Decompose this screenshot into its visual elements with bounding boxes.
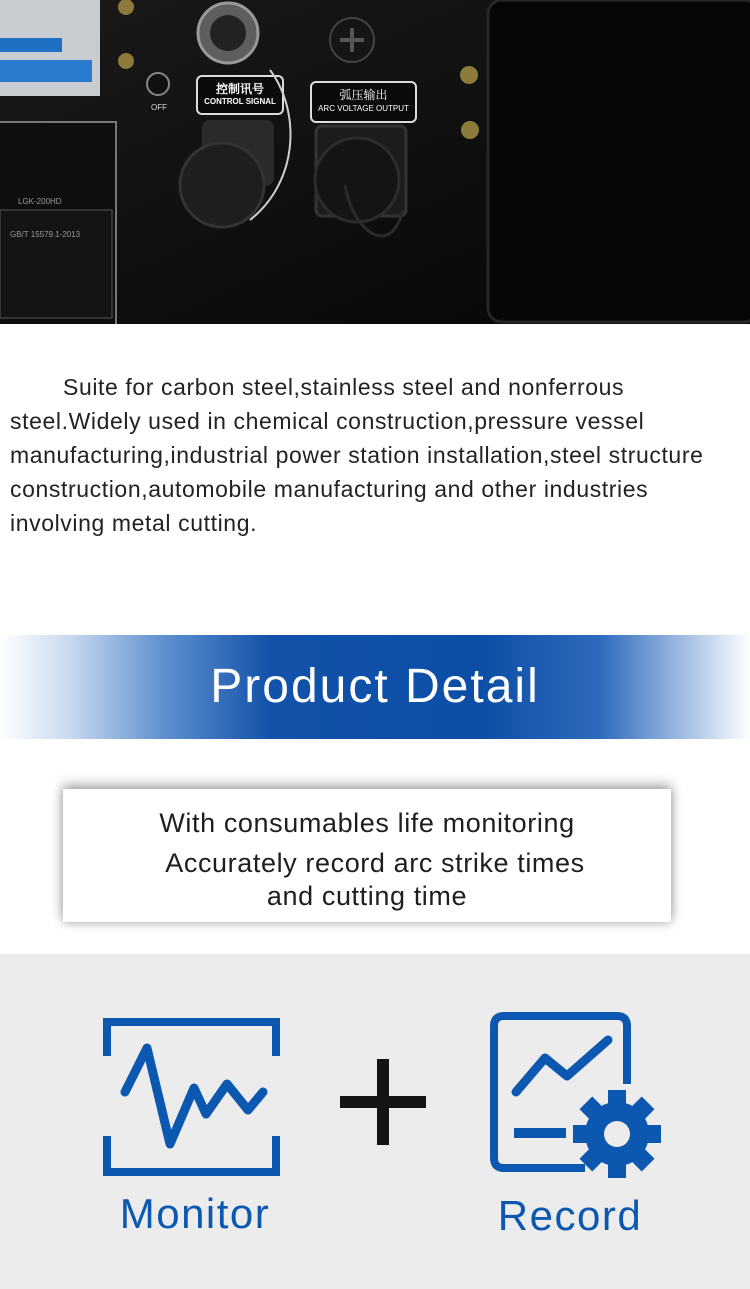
feature-line-cutting-time: and cutting time — [266, 881, 468, 911]
icons-panel — [0, 954, 750, 1289]
monitor-waveform-icon — [103, 1018, 280, 1176]
arc-voltage-cn-label: 弧压输出 — [339, 88, 388, 102]
control-signal-cn-label: 控制讯号 — [215, 82, 264, 96]
monitor-label: Monitor — [119, 1190, 271, 1237]
banner-title: Product Detail — [210, 660, 540, 713]
control-signal-en-label: CONTROL SIGNAL — [204, 97, 276, 106]
feature-line-record: Accurately record arc strike times — [165, 848, 585, 878]
plus-icon — [340, 1059, 426, 1145]
nameplate-model: LGK-200HD — [18, 197, 62, 206]
off-label: OFF — [151, 103, 167, 112]
feature-card — [63, 789, 671, 922]
arc-voltage-en-label: ARC VOLTAGE OUTPUT — [318, 104, 409, 113]
feature-line-monitoring: With consumables life monitoring — [159, 808, 575, 838]
record-label: Record — [497, 1192, 643, 1239]
machine-panel-illustration — [0, 0, 750, 324]
intro-paragraph: Suite for carbon steel,stainless steel and nonferrous steel.Widely used in chemical construction,pressure vessel manufacturing,industrial power station installation,steel structure construction,automobile manufacturing and other industries involving metal cutting. — [10, 374, 704, 536]
nameplate-standard: GB/T 15579.1-2013 — [10, 230, 81, 239]
record-chart-gear-icon — [490, 1012, 662, 1180]
product-photo — [0, 0, 750, 324]
product-detail-banner — [0, 635, 750, 739]
